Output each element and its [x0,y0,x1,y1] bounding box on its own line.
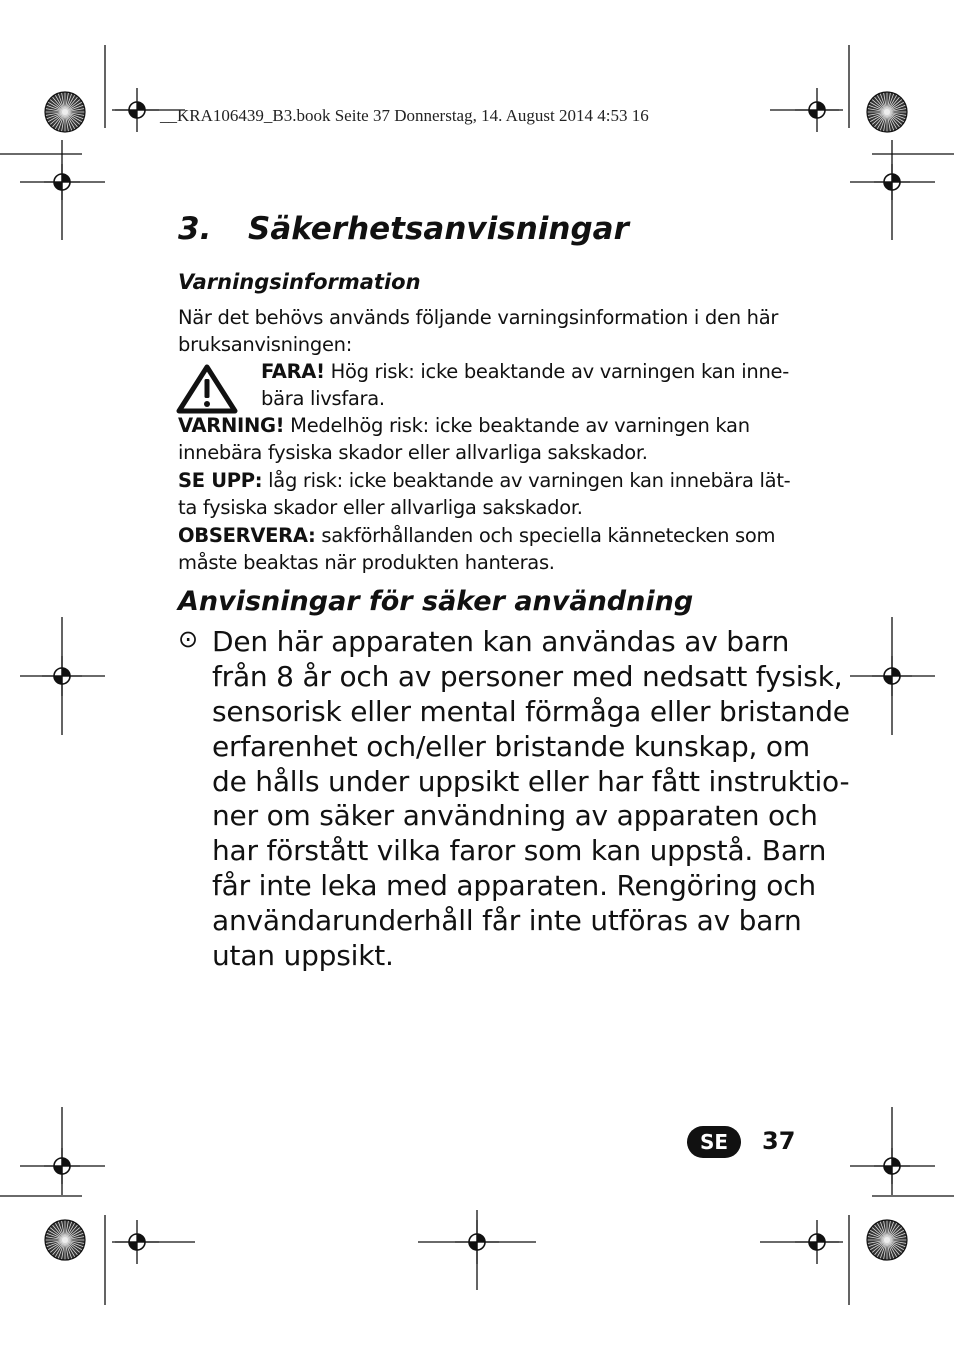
section-number: 3. [178,211,212,247]
intro-line-1: När det behövs används följande varningsinformation i den här [178,306,779,329]
section-title [178,211,629,247]
safe-use-line-4: erfarenhet och/eller bristande kunskap, om [212,730,810,763]
fara-label: FARA! [261,360,325,383]
observera-label: OBSERVERA: [178,524,316,547]
safe-use-line-9: användarunderhåll får inte utföras av barn [212,904,802,937]
safe-use-heading: Anvisningar för säker användning [178,586,694,617]
fara-line-2: bära livsfara. [261,387,385,410]
observera-line-2: måste beaktas när produkten hanteras. [178,551,555,574]
warning-info-heading: Varningsinformation [178,270,421,294]
varning-line-2: innebära fysiska skador eller allvarliga sakskador. [178,441,648,464]
color-registration-circle-icon [45,92,85,132]
safe-use-line-6: ner om säker användning av apparaten och [212,799,818,832]
varning-line-1 [178,412,750,439]
language-badge: SE [687,1126,741,1158]
color-registration-circle-icon [867,1220,907,1260]
fara-text: Hög risk: icke beaktande av varningen kan inne- [324,360,789,383]
observera-text: sakförhållanden och speciella kännetecken som [315,524,776,547]
warning-triangle-icon [176,364,238,414]
safe-use-line-1: Den här apparaten kan användas av barn [212,625,790,658]
color-registration-circle-icon [45,1220,85,1260]
intro-line-2: bruksanvisningen: [178,333,352,356]
safe-use-line-8: får inte leka med apparaten. Rengöring och [212,869,816,902]
print-header-line: __KRA106439_B3.book Seite 37 Donnerstag, 14. August 2014 4:53 16 [160,106,649,125]
fara-line-1 [261,358,789,385]
se-upp-line-2: ta fysiska skador eller allvarliga sakskador. [178,496,583,519]
color-registration-circle-icon [867,92,907,132]
section-title-text: Säkerhetsanvisningar [248,211,629,247]
varning-text: Medelhög risk: icke beaktande av varningen kan [284,414,750,437]
safe-use-line-5: de hålls under uppsikt eller har fått instruktio- [212,765,850,798]
circled-dot-bullet-icon: ⊙ [178,625,199,653]
varning-label: VARNING! [178,414,285,437]
safe-use-line-2: från 8 år och av personer med nedsatt fysisk, [212,660,843,693]
observera-line-1 [178,522,775,549]
safe-use-line-7: har förstått vilka faror som kan uppstå. Barn [212,834,827,867]
se-upp-label: SE UPP: [178,469,263,492]
page-number: 37 [762,1127,796,1155]
se-upp-text: låg risk: icke beaktande av varningen kan innebära lät- [262,469,791,492]
safe-use-line-10: utan uppsikt. [212,939,394,972]
safe-use-line-3: sensorisk eller mental förmåga eller bristande [212,695,850,728]
se-upp-line-1 [178,467,790,494]
